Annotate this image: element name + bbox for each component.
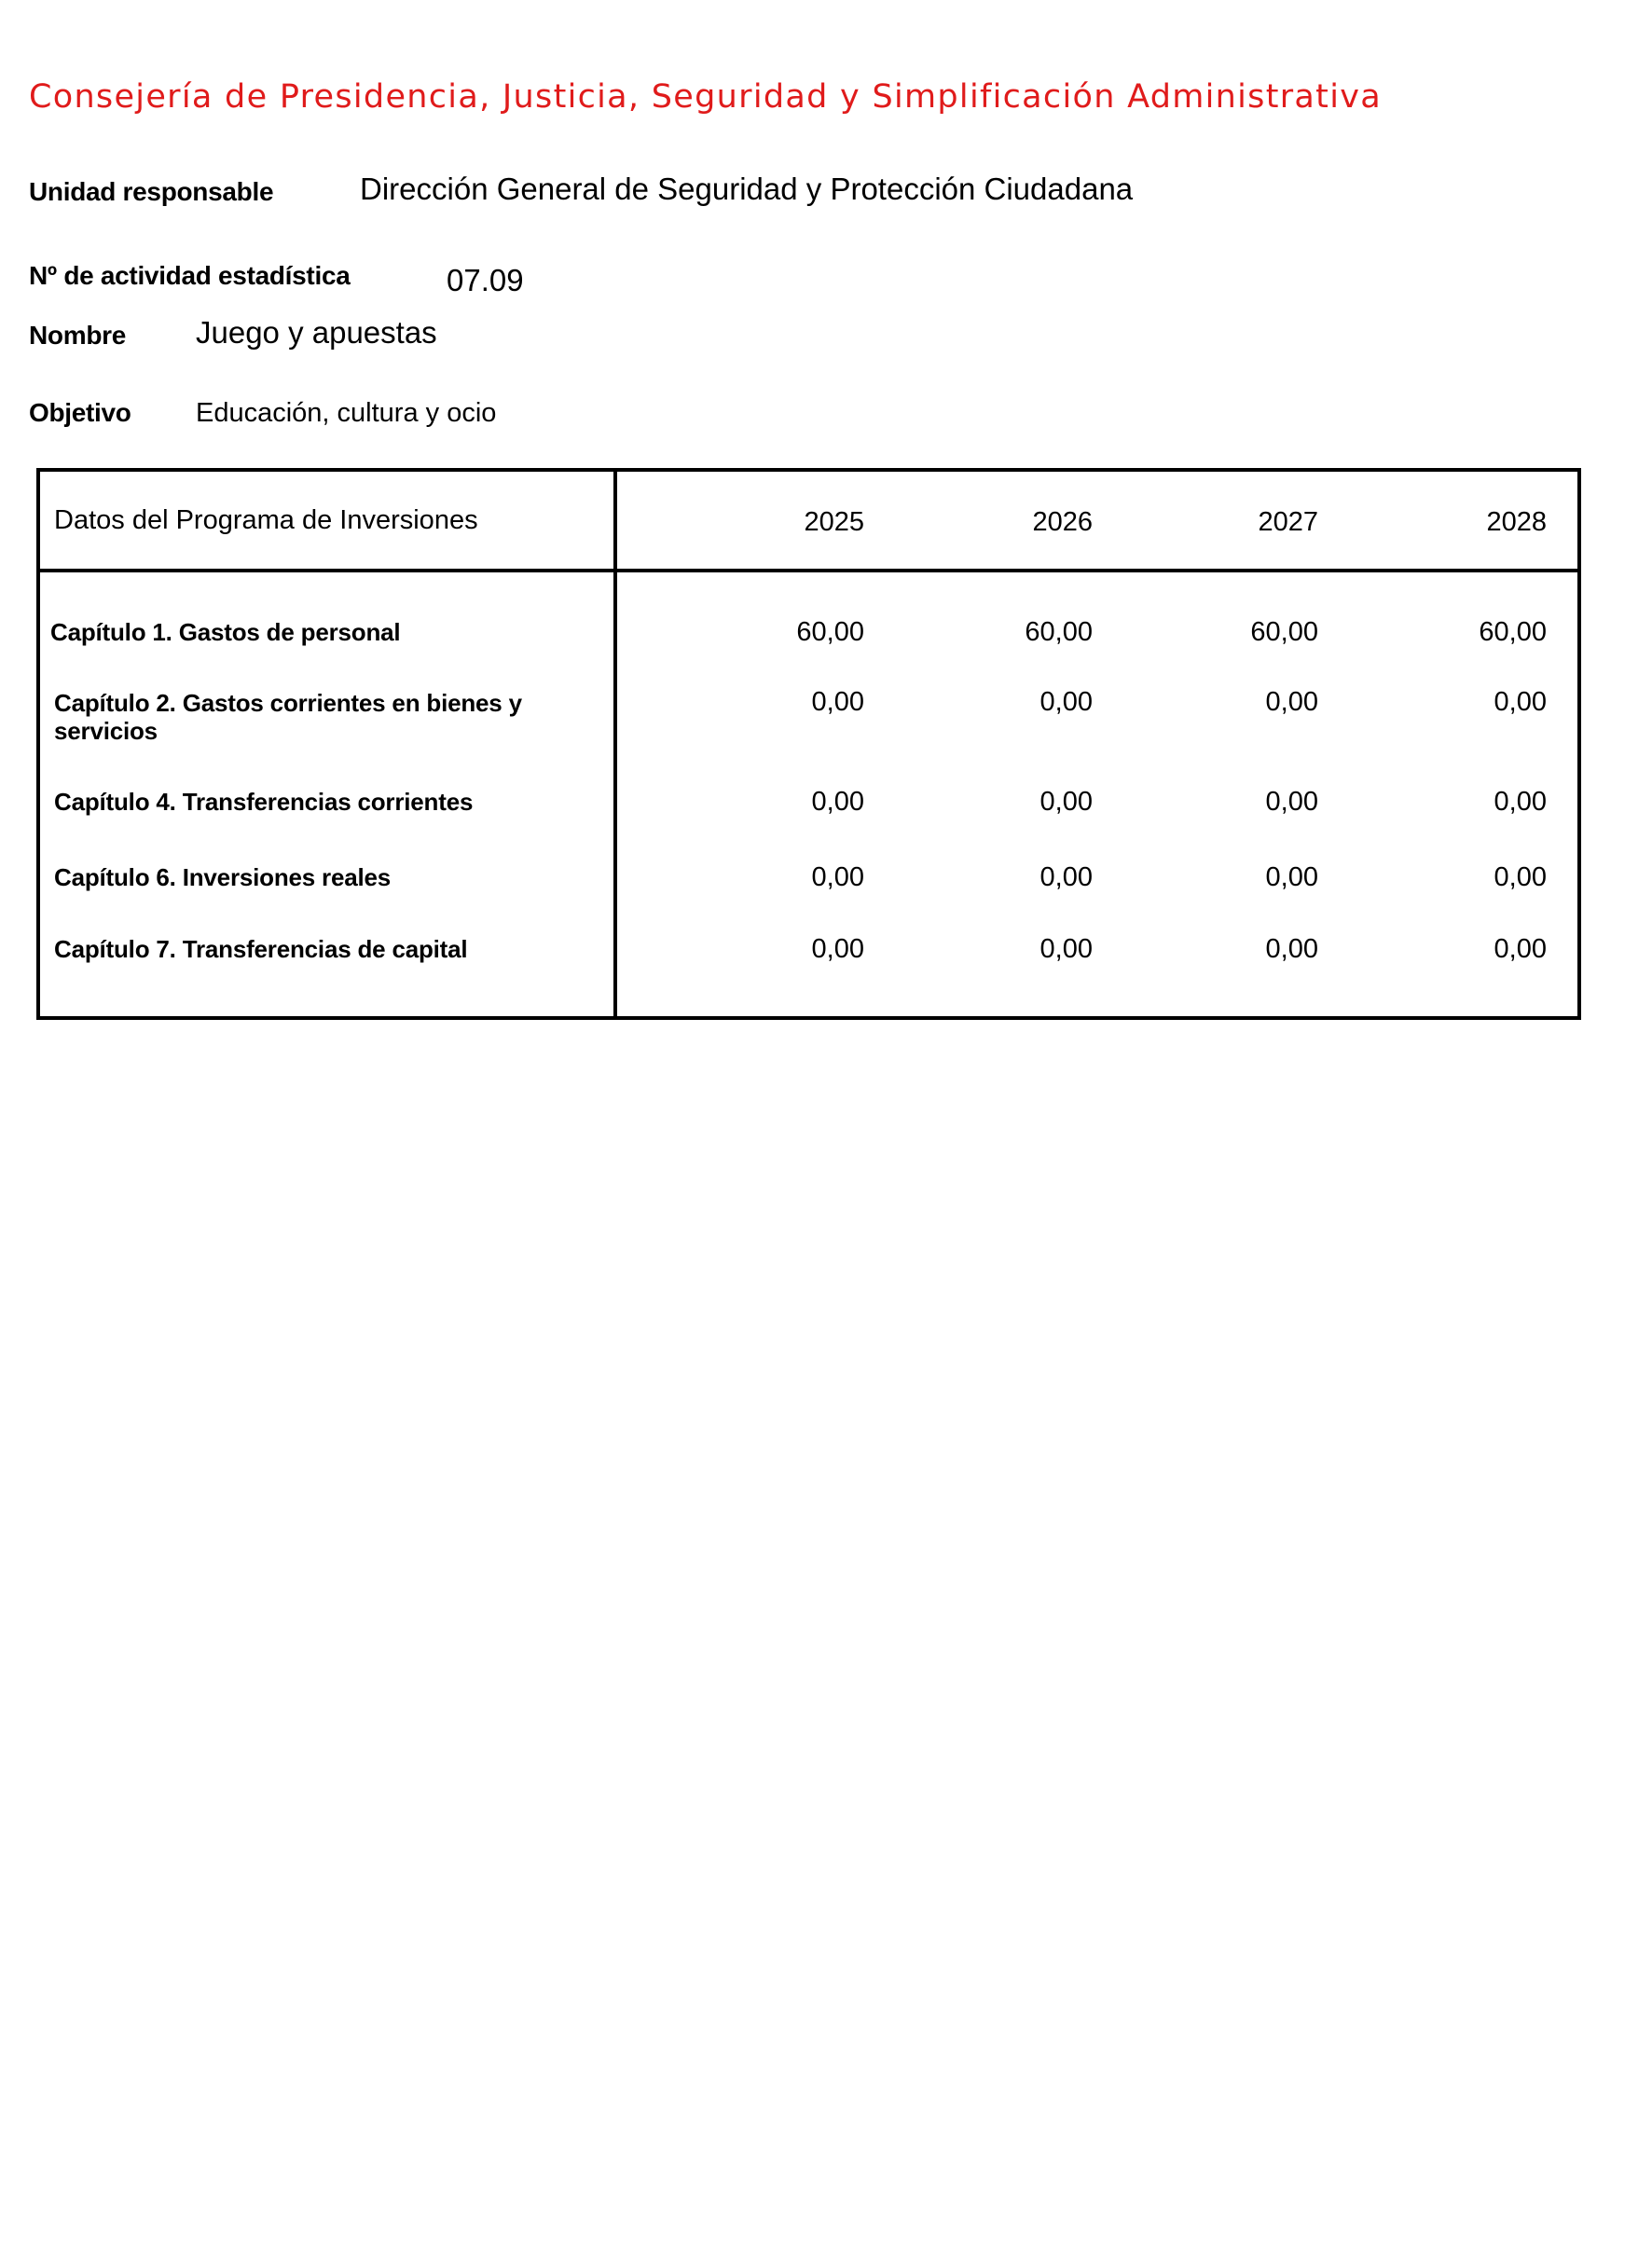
unidad-responsable-label: Unidad responsable — [29, 177, 274, 206]
table-cell: 0,00 — [811, 862, 864, 892]
activity-number-label: Nº de actividad estadística — [29, 261, 351, 290]
table-column-divider — [613, 468, 617, 1020]
objetivo-value: Educación, cultura y ocio — [196, 398, 497, 428]
table-cell: 0,00 — [811, 934, 864, 964]
table-cell: 60,00 — [796, 617, 864, 647]
page-title: Consejería de Presidencia, Justicia, Seguridad y Simplificación Administrativa — [29, 78, 1382, 116]
table-cell: 0,00 — [1265, 687, 1318, 717]
table-cell: 0,00 — [1494, 862, 1547, 892]
table-row-label: Capítulo 1. Gastos de personal — [50, 618, 401, 646]
objetivo-label: Objetivo — [29, 398, 131, 427]
table-cell: 60,00 — [1479, 617, 1547, 647]
activity-number-value: 07.09 — [447, 263, 524, 297]
table-cell: 60,00 — [1025, 617, 1093, 647]
table-row-label: Capítulo 7. Transferencias de capital — [54, 935, 468, 963]
table-cell: 0,00 — [1265, 787, 1318, 817]
table-header-divider — [36, 569, 1581, 572]
table-cell: 0,00 — [1039, 687, 1093, 717]
table-cell: 0,00 — [1039, 787, 1093, 817]
table-cell: 0,00 — [1039, 862, 1093, 892]
table-cell: 0,00 — [1039, 934, 1093, 964]
table-cell: 0,00 — [811, 787, 864, 817]
year-header-2025: 2025 — [804, 507, 864, 537]
table-cell: 0,00 — [1265, 934, 1318, 964]
year-header-2028: 2028 — [1486, 507, 1547, 537]
table-row-label: Capítulo 4. Transferencias corrientes — [54, 788, 474, 816]
table-cell: 60,00 — [1250, 617, 1318, 647]
table-cell: 0,00 — [1494, 787, 1547, 817]
table-cell: 0,00 — [811, 687, 864, 717]
nombre-value: Juego y apuestas — [196, 315, 437, 350]
unidad-responsable-value: Dirección General de Seguridad y Protección Ciudadana — [360, 172, 1134, 206]
year-header-2026: 2026 — [1032, 507, 1093, 537]
table-row-label: Capítulo 2. Gastos corrientes en bienes y servicios — [54, 689, 522, 745]
table-header-label: Datos del Programa de Inversiones — [54, 505, 478, 535]
table-cell: 0,00 — [1265, 862, 1318, 892]
table-cell: 0,00 — [1494, 687, 1547, 717]
table-row-label: Capítulo 6. Inversiones reales — [54, 863, 392, 891]
table-cell: 0,00 — [1494, 934, 1547, 964]
nombre-label: Nombre — [29, 321, 126, 350]
year-header-2027: 2027 — [1258, 507, 1318, 537]
